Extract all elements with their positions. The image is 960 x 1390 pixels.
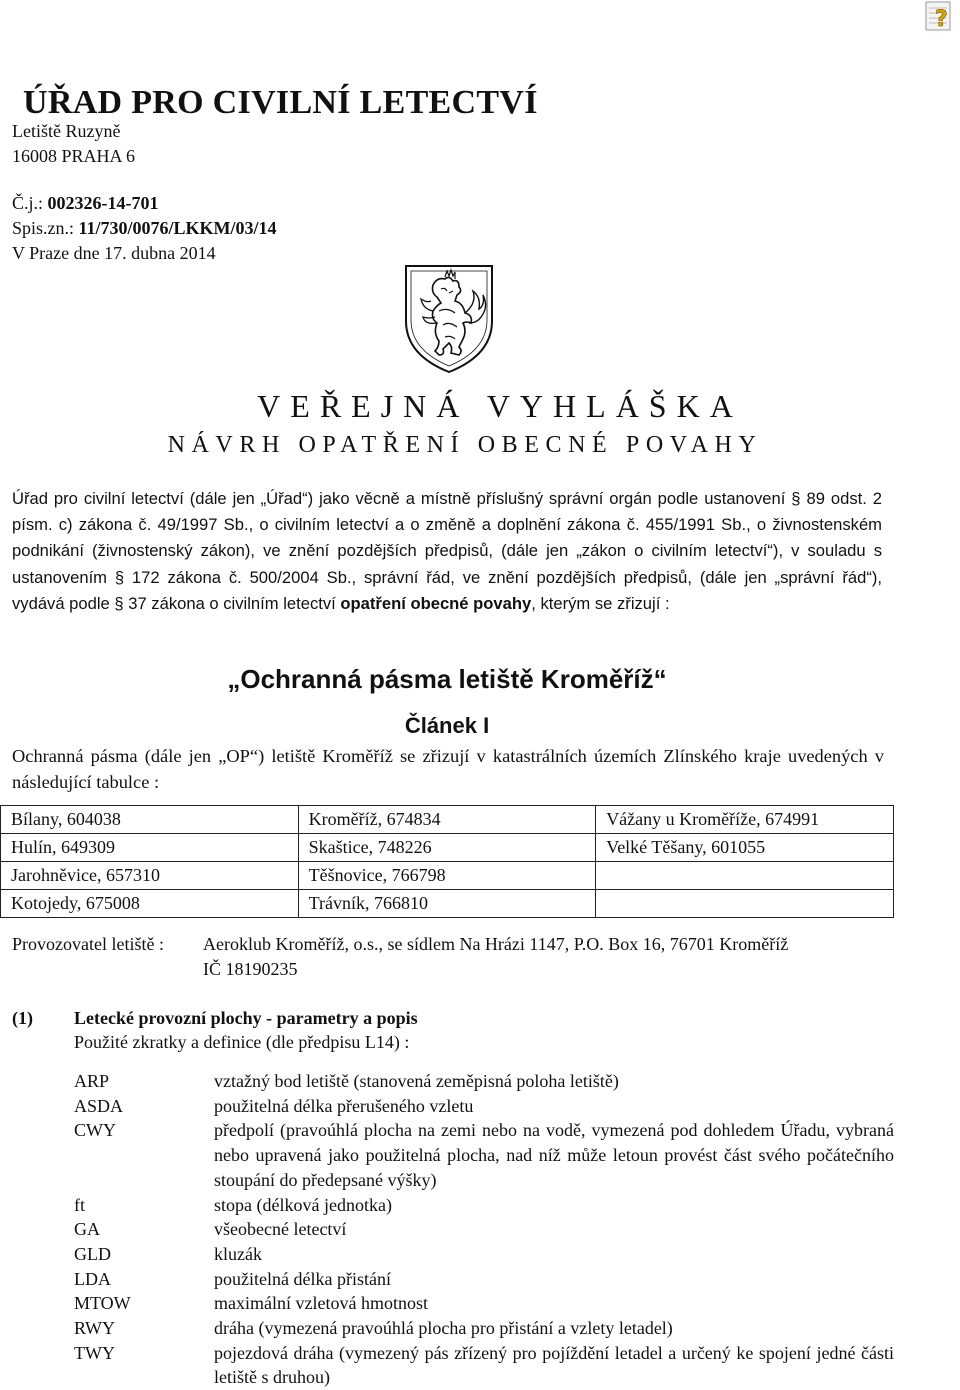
list-item [74, 1242, 894, 1267]
table-cell [596, 862, 894, 890]
file-value: 11/730/0076/LKKM/03/14 [78, 218, 277, 238]
svg-text:?: ? [935, 7, 948, 32]
file-label: Spis.zn.: [12, 218, 79, 238]
table-row [1, 806, 894, 834]
intro-text-bold: opatření obecné povahy [340, 593, 532, 613]
abbr-value: stopa (délková jednotka) [214, 1194, 392, 1215]
table-row [1, 834, 894, 862]
intro-text-1: Úřad pro civilní letectví (dále jen „Úřad“) jako věcně a místně příslušný správní orgán podle ustanovení § 89 odst. 2 písm. c) zákona č. 49/1997 Sb., o civilním letectví a o změně a doplnění zákona č. 455/1991 Sb., o živnostenském podnikání (živnostenský zákon), ve znění pozdějších předpisů, (dále jen „zákon o civilním letectví“), v souladu s ustanovením § 172 zákona č. 500/2004 Sb., správní řád, ve znění pozdějších předpisů, (dále jen „správní řád“), vydává podle § 37 zákona o civilním letectví [12, 489, 882, 613]
table-cell: Těšnovice, 766798 [298, 862, 596, 890]
table-cell: Kotojedy, 675008 [1, 890, 299, 918]
abbr-value: všeobecné letectví [214, 1219, 347, 1240]
abbr-key: CWY [74, 1120, 116, 1141]
table-cell: Bílany, 604038 [1, 806, 299, 834]
abbr-value: dráha (vymezená pravoúhlá plocha pro přistání a vzlety letadel) [214, 1318, 673, 1339]
table-cell [596, 890, 894, 918]
section-title: Letecké provozní plochy - parametry a popis [74, 1008, 418, 1028]
document-date: V Praze dne 17. dubna 2014 [12, 243, 216, 263]
operator-label: Provozovatel letiště : [12, 934, 164, 954]
reference-value: 002326-14-701 [47, 193, 159, 213]
list-item [74, 1094, 894, 1119]
abbr-key: ASDA [74, 1095, 124, 1116]
list-item [74, 1267, 894, 1292]
reference-label: Č.j.: [12, 193, 48, 213]
abbreviation-list [74, 1069, 894, 1390]
abbr-value: kluzák [214, 1243, 262, 1264]
table-cell: Vážany u Kroměříže, 674991 [596, 806, 894, 834]
abbr-key: TWY [74, 1342, 115, 1363]
abbr-key: GLD [74, 1243, 111, 1264]
operator-id: IČ 18190235 [203, 959, 298, 979]
list-item [74, 1069, 894, 1094]
abbr-key: GA [74, 1219, 100, 1240]
office-title: ÚŘAD PRO CIVILNÍ LETECTVÍ [23, 84, 538, 121]
abbr-value: použitelná délka přistání [214, 1268, 391, 1289]
list-item [74, 1193, 894, 1218]
list-item [74, 1217, 894, 1242]
reference-number [12, 193, 159, 214]
abbr-key: ARP [74, 1071, 110, 1091]
abbr-key: ft [74, 1194, 85, 1215]
help-icon [922, 0, 956, 34]
abbr-key: RWY [74, 1318, 116, 1339]
abbr-value: vztažný bod letiště (stanovená zeměpisná poloha letiště) [214, 1071, 619, 1091]
article-heading: Článek I [404, 713, 490, 738]
address-line: Letiště Ruzyně [12, 121, 121, 141]
list-item [74, 1118, 894, 1192]
table-row [1, 890, 894, 918]
abbr-value: maximální vzletová hmotnost [214, 1293, 428, 1314]
list-item [74, 1316, 894, 1341]
article-text [12, 744, 884, 795]
measure-title: „Ochranná pásma letiště Kroměříž“ [227, 664, 667, 694]
intro-paragraph [12, 486, 882, 617]
document-subheading: NÁVRH OPATŘENÍ OBECNÉ POVAHY [167, 432, 763, 458]
section-subtitle: Použité zkratky a definice (dle předpisu L14) : [74, 1032, 410, 1052]
list-item [74, 1341, 894, 1390]
table-cell: Jarohněvice, 657310 [1, 862, 299, 890]
intro-text-2: , kterým se zřizují : [531, 593, 670, 613]
abbr-value: předpolí (pravoúhlá plocha na zemi nebo na vodě, vymezená pod dohledem Úřadu, vybraná nebo upravená jako použitelná plocha, nad níž může letoun provést část svého počátečního stoupání do předepsané výšky) [214, 1120, 894, 1190]
table-cell: Velké Těšany, 601055 [596, 834, 894, 862]
address-postal: 16008 PRAHA 6 [12, 146, 136, 166]
article-paragraph: Ochranná pásma (dále jen „OP“) letiště Kroměříž se zřizují v katastrálních územích Zlínského kraje uvedených v následující tabulce : [12, 746, 884, 792]
file-number [12, 218, 277, 239]
abbr-key: LDA [74, 1268, 111, 1289]
document-heading: VEŘEJNÁ VYHLÁŠKA [257, 388, 743, 424]
abbr-value: pojezdová dráha (vymezený pás zřízený pro pojíždění letadel a určený ke spojení jedné části letiště s druhou) [214, 1342, 894, 1388]
table-cell: Skaštice, 748226 [298, 834, 596, 862]
coat-of-arms-emblem [403, 263, 495, 375]
operator-value: Aeroklub Kroměříž, o.s., se sídlem Na Hrázi 1147, P.O. Box 16, 76701 Kroměříž [203, 934, 789, 954]
table-cell: Hulín, 649309 [1, 834, 299, 862]
table-row [1, 862, 894, 890]
cadastral-table [0, 805, 894, 918]
abbr-value: použitelná délka přerušeného vzletu [214, 1095, 474, 1116]
abbr-key: MTOW [74, 1293, 131, 1314]
table-cell: Kroměříž, 674834 [298, 806, 596, 834]
list-item [74, 1291, 894, 1316]
table-cell: Trávník, 766810 [298, 890, 596, 918]
section-number: (1) [12, 1008, 33, 1028]
